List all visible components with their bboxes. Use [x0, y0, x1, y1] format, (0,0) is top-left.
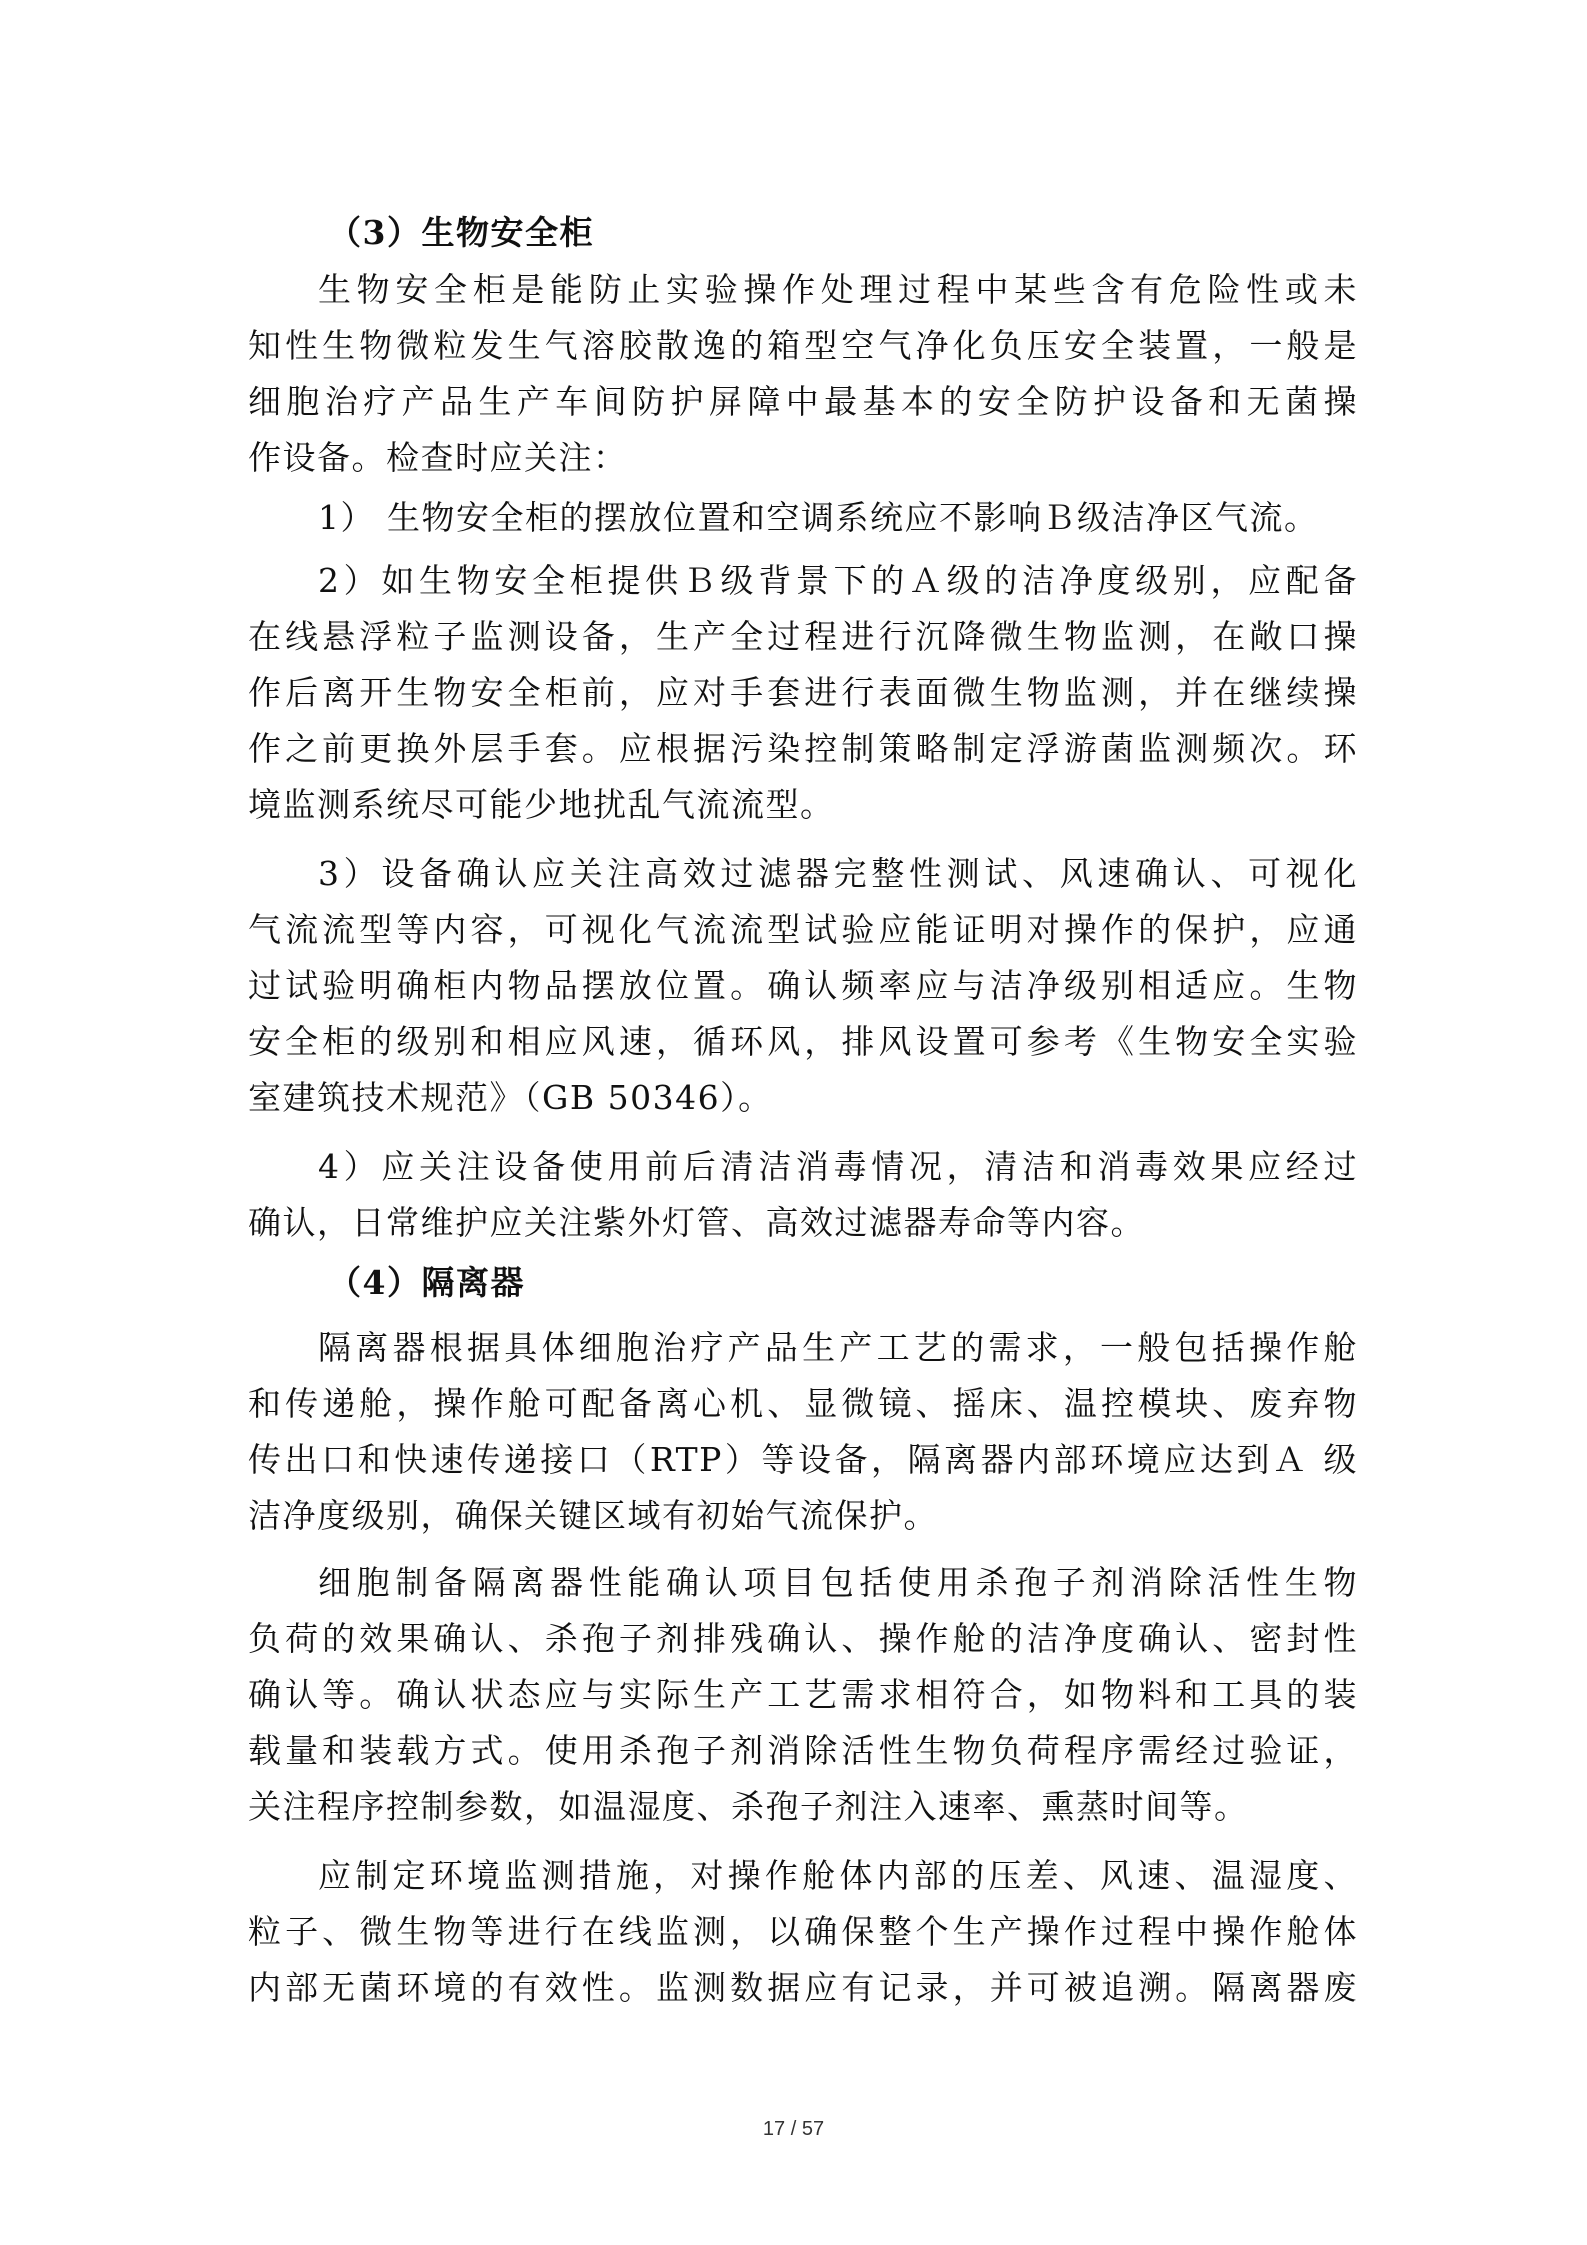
paragraph-line: 作设备。检查时应关注： [248, 438, 628, 477]
paragraph-line: 知性生物微粒发生气溶胶散逸的箱型空气净化负压安全装置，一般是 [248, 326, 1358, 365]
paragraph-line: 隔离器根据具体细胞治疗产品生产工艺的需求，一般包括操作舱 [318, 1328, 1358, 1367]
paragraph-line: 关注程序控制参数，如温湿度、杀孢子剂注入速率、熏蒸时间等。 [248, 1787, 1249, 1826]
paragraph-line: 生物安全柜是能防止实验操作处理过程中某些含有危险性或未 [318, 270, 1358, 309]
list-item-2: 2）如生物安全柜提供Ｂ级背景下的Ａ级的洁净度级别，应配备 [318, 561, 1358, 600]
paragraph-line: 应制定环境监测措施，对操作舱体内部的压差、风速、温湿度、 [318, 1856, 1358, 1895]
paragraph-line: 室建筑技术规范》（GB 50346）。 [248, 1078, 773, 1117]
section-heading-isolator: （4）隔离器 [328, 1263, 525, 1302]
paragraph-line: 作后离开生物安全柜前，应对手套进行表面微生物监测，并在继续操 [248, 673, 1358, 712]
list-item-1: 1） 生物安全柜的摆放位置和空调系统应不影响Ｂ级洁净区气流。 [318, 498, 1319, 537]
paragraph-line: 细胞制备隔离器性能确认项目包括使用杀孢子剂消除活性生物 [318, 1563, 1358, 1602]
paragraph-line: 细胞治疗产品生产车间防护屏障中最基本的安全防护设备和无菌操 [248, 382, 1358, 421]
paragraph-line: 内部无菌环境的有效性。监测数据应有记录，并可被追溯。隔离器废 [248, 1968, 1358, 2007]
paragraph-line: 在线悬浮粒子监测设备，生产全过程进行沉降微生物监测，在敞口操 [248, 617, 1358, 656]
paragraph-line: 负荷的效果确认、杀孢子剂排残确认、操作舱的洁净度确认、密封性 [248, 1619, 1358, 1658]
paragraph-line: 作之前更换外层手套。应根据污染控制策略制定浮游菌监测频次。环 [248, 729, 1358, 768]
paragraph-line: 传出口和快速传递接口（RTP）等设备，隔离器内部环境应达到Ａ 级 [248, 1440, 1358, 1479]
paragraph-line: 境监测系统尽可能少地扰乱气流流型。 [248, 785, 835, 824]
section-heading-biosafety-cabinet: （3）生物安全柜 [328, 213, 594, 252]
paragraph-line: 确认，日常维护应关注紫外灯管、高效过滤器寿命等内容。 [248, 1203, 1145, 1242]
paragraph-line: 过试验明确柜内物品摆放位置。确认频率应与洁净级别相适应。生物 [248, 966, 1358, 1005]
paragraph-line: 确认等。确认状态应与实际生产工艺需求相符合，如物料和工具的装 [248, 1675, 1358, 1714]
paragraph-line: 载量和装载方式。使用杀孢子剂消除活性生物负荷程序需经过验证， [248, 1731, 1358, 1770]
paragraph-line: 和传递舱，操作舱可配备离心机、显微镜、摇床、温控模块、废弃物 [248, 1384, 1358, 1423]
list-item-3: 3）设备确认应关注高效过滤器完整性测试、风速确认、可视化 [318, 854, 1358, 893]
paragraph-line: 粒子、微生物等进行在线监测，以确保整个生产操作过程中操作舱体 [248, 1912, 1358, 1951]
paragraph-line: 洁净度级别，确保关键区域有初始气流保护。 [248, 1496, 938, 1535]
page-number: 17 / 57 [762, 2118, 825, 2140]
paragraph-line: 气流流型等内容，可视化气流流型试验应能证明对操作的保护，应通 [248, 910, 1358, 949]
paragraph-line: 安全柜的级别和相应风速，循环风，排风设置可参考《生物安全实验 [248, 1022, 1358, 1061]
list-item-4: 4）应关注设备使用前后清洁消毒情况，清洁和消毒效果应经过 [318, 1147, 1358, 1186]
